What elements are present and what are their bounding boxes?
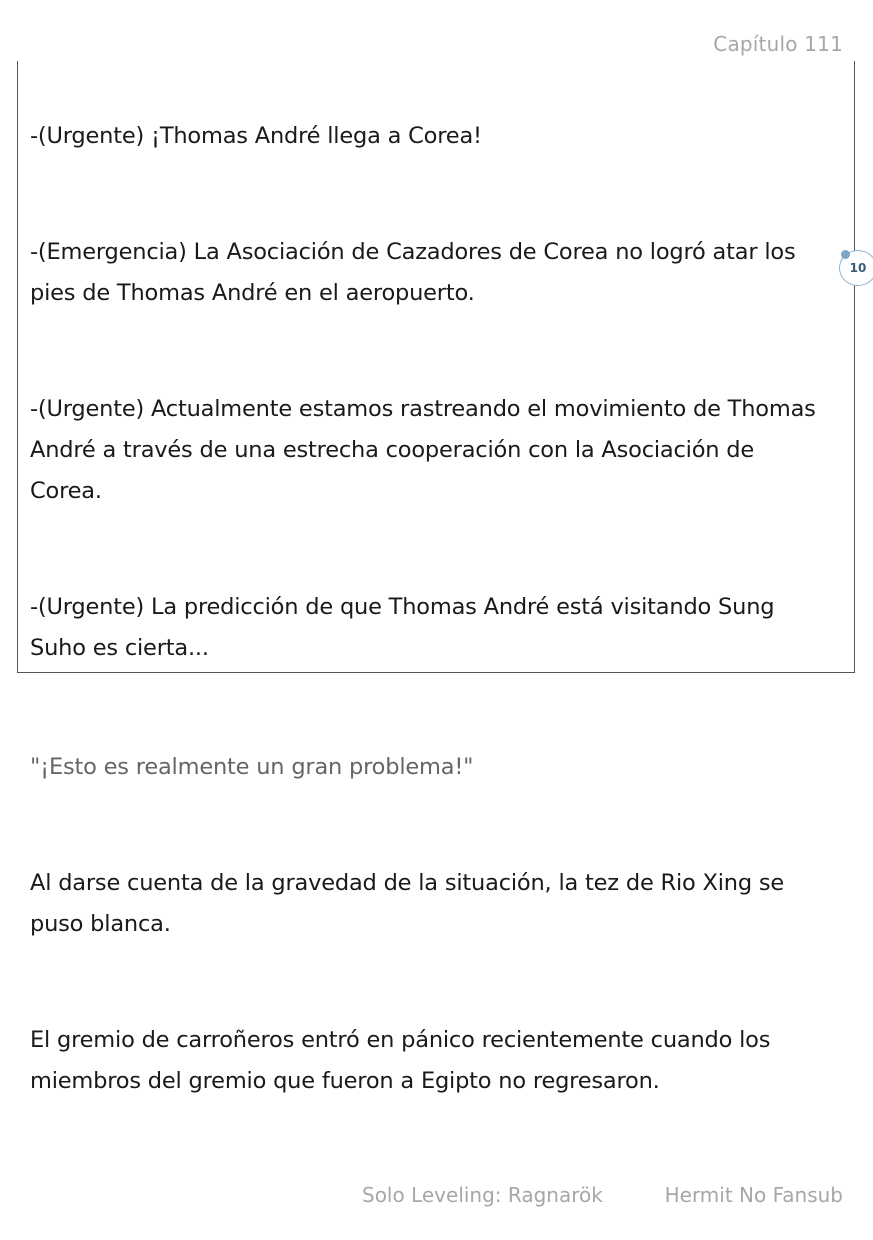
footer-book-title: Solo Leveling: Ragnarök (362, 1183, 603, 1207)
footer-group: Hermit No Fansub (664, 1183, 843, 1207)
news-item-1: -(Urgente) ¡Thomas André llega a Corea! (30, 123, 482, 149)
page-marker-number: 10 (849, 261, 867, 275)
body-paragraph-2: El gremio de carroñeros entró en pánico recientemente cuando los miembros del gremio que fueron a Egipto no regresaron. (30, 1027, 771, 1094)
news-item-2: -(Emergencia) La Asociación de Cazadores de Corea no logró atar los pies de Thomas André en el aeropuerto. (30, 239, 796, 306)
chapter-header: Capítulo 111 (713, 32, 843, 56)
body-paragraph-1: Al darse cuenta de la gravedad de la situación, la tez de Rio Xing se puso blanca. (30, 870, 785, 937)
dialogue-line: "¡Esto es realmente un gran problema!" (30, 754, 474, 780)
news-item-3: -(Urgente) Actualmente estamos rastreando el movimiento de Thomas André a través de una estrecha cooperación con la Asociación de Corea. (30, 396, 816, 504)
news-item-4: -(Urgente) La predicción de que Thomas André está visitando Sung Suho es cierta... (30, 594, 775, 661)
page-marker-dot-icon (841, 250, 850, 259)
